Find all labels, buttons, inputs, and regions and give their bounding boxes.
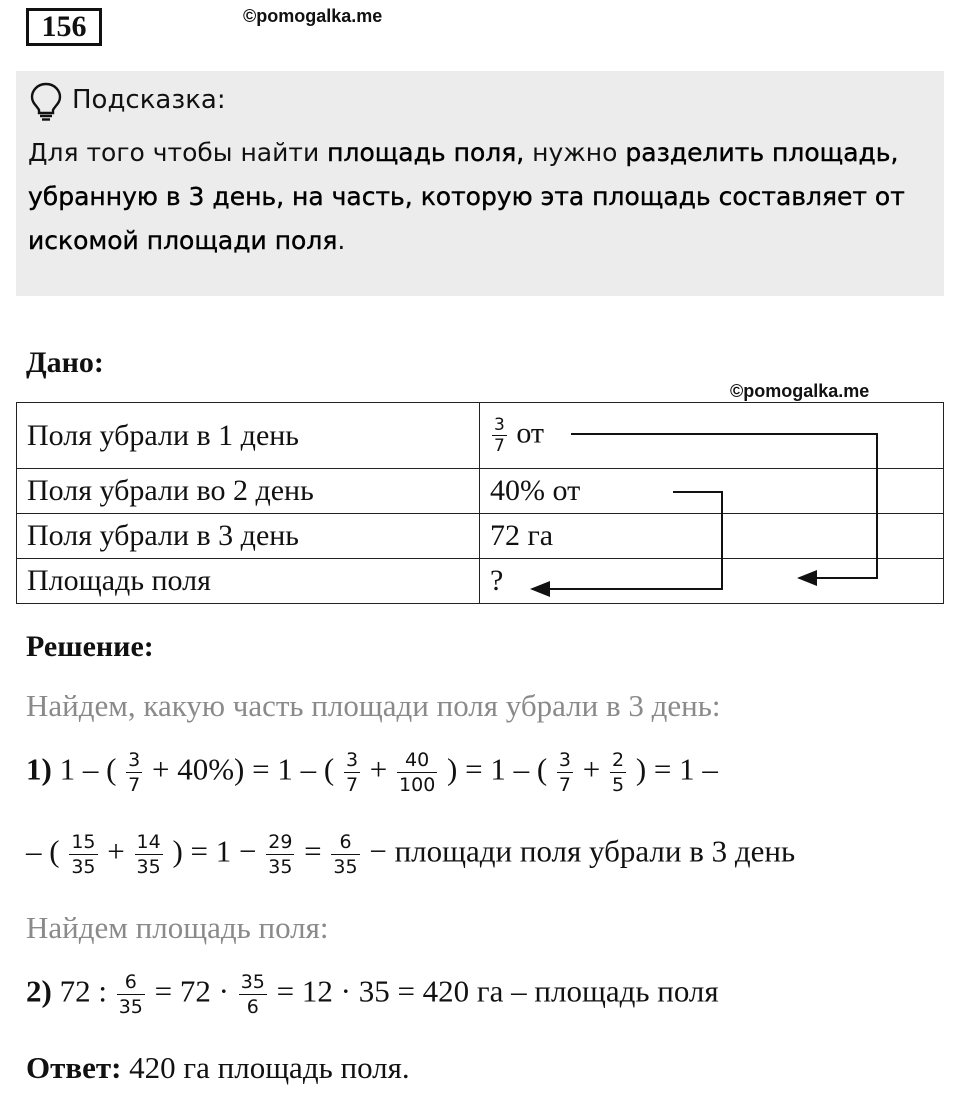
solution-line-2: – ( $\frac{15}{35}$ + $\frac{14}{35}$ ) = 1 − $\frac{29}{35}$ = $\frac{6}{35}$ − площади поля убрали в 3 день <box>26 831 796 878</box>
arrow-day1-to-area <box>571 434 877 578</box>
fraction: $\frac{6}{35}$ <box>333 831 358 878</box>
fraction: $\frac{3}{7}$ <box>128 749 141 796</box>
fraction: $\frac{29}{35}$ <box>268 831 293 878</box>
row-value: ? <box>480 559 944 604</box>
row-label: Поля убрали в 3 день <box>17 514 480 559</box>
row-value: 40% от <box>480 469 944 514</box>
arrow-day2-to-area <box>532 492 722 589</box>
hint-text: Для того чтобы найти площадь поля, нужно разделить площадь, убранную в 3 день, на часть, которую эта площадь составляет от искомой площади поля. <box>28 138 905 255</box>
fraction: $\frac{15}{35}$ <box>71 831 96 878</box>
row-label: Поля убрали во 2 день <box>17 469 480 514</box>
row-label: Площадь поля <box>17 559 480 604</box>
answer-line <box>26 1050 410 1086</box>
hint-title: Подсказка: <box>72 85 226 115</box>
row-value: 72 га <box>480 514 944 559</box>
step1-intro: Найдем, какую часть площади поля убрали в 3 день: <box>26 688 721 723</box>
solution-line-3: 2) 72 : $\frac{6}{35}$ = 72 · $\frac{35}{6}$ = 12 · 35 = 420 га – площадь поля <box>26 971 719 1018</box>
fraction: $\frac{35}{6}$ <box>240 971 265 1018</box>
watermark-top: ©pomogalka.me <box>243 6 383 26</box>
problem-number: 156 <box>26 8 102 46</box>
solution-line-1: 1) 1 – ( $\frac{3}{7}$ + 40%) = 1 – ( $\frac{3}{7}$ + $\frac{40}{100}$ ) = 1 – ( $\frac{3}{7}$ + $\frac{2}{5}$ ) = 1 – <box>26 749 718 796</box>
watermark-table: ©pomogalka.me <box>730 381 870 401</box>
row-value: $\frac{3}{7}$ от <box>480 403 944 469</box>
fraction: $\frac{2}{5}$ <box>612 749 625 796</box>
fraction: $\frac{14}{35}$ <box>136 831 161 878</box>
step2-intro: Найдем площадь поля: <box>26 910 329 945</box>
fraction: $\frac{6}{35}$ <box>118 971 143 1018</box>
answer-text: 420 га площадь поля. <box>121 1050 410 1085</box>
fraction: $\frac{3}{7}$ <box>494 415 505 456</box>
row-label: Поля убрали в 1 день <box>17 403 480 469</box>
fraction: $\frac{40}{100}$ <box>399 749 436 796</box>
answer-label: Ответ: <box>26 1050 122 1085</box>
solution-heading: Решение: <box>26 630 154 663</box>
given-heading: Дано: <box>26 346 104 379</box>
fraction: $\frac{3}{7}$ <box>558 749 572 796</box>
fraction: $\frac{3}{7}$ <box>345 749 359 796</box>
